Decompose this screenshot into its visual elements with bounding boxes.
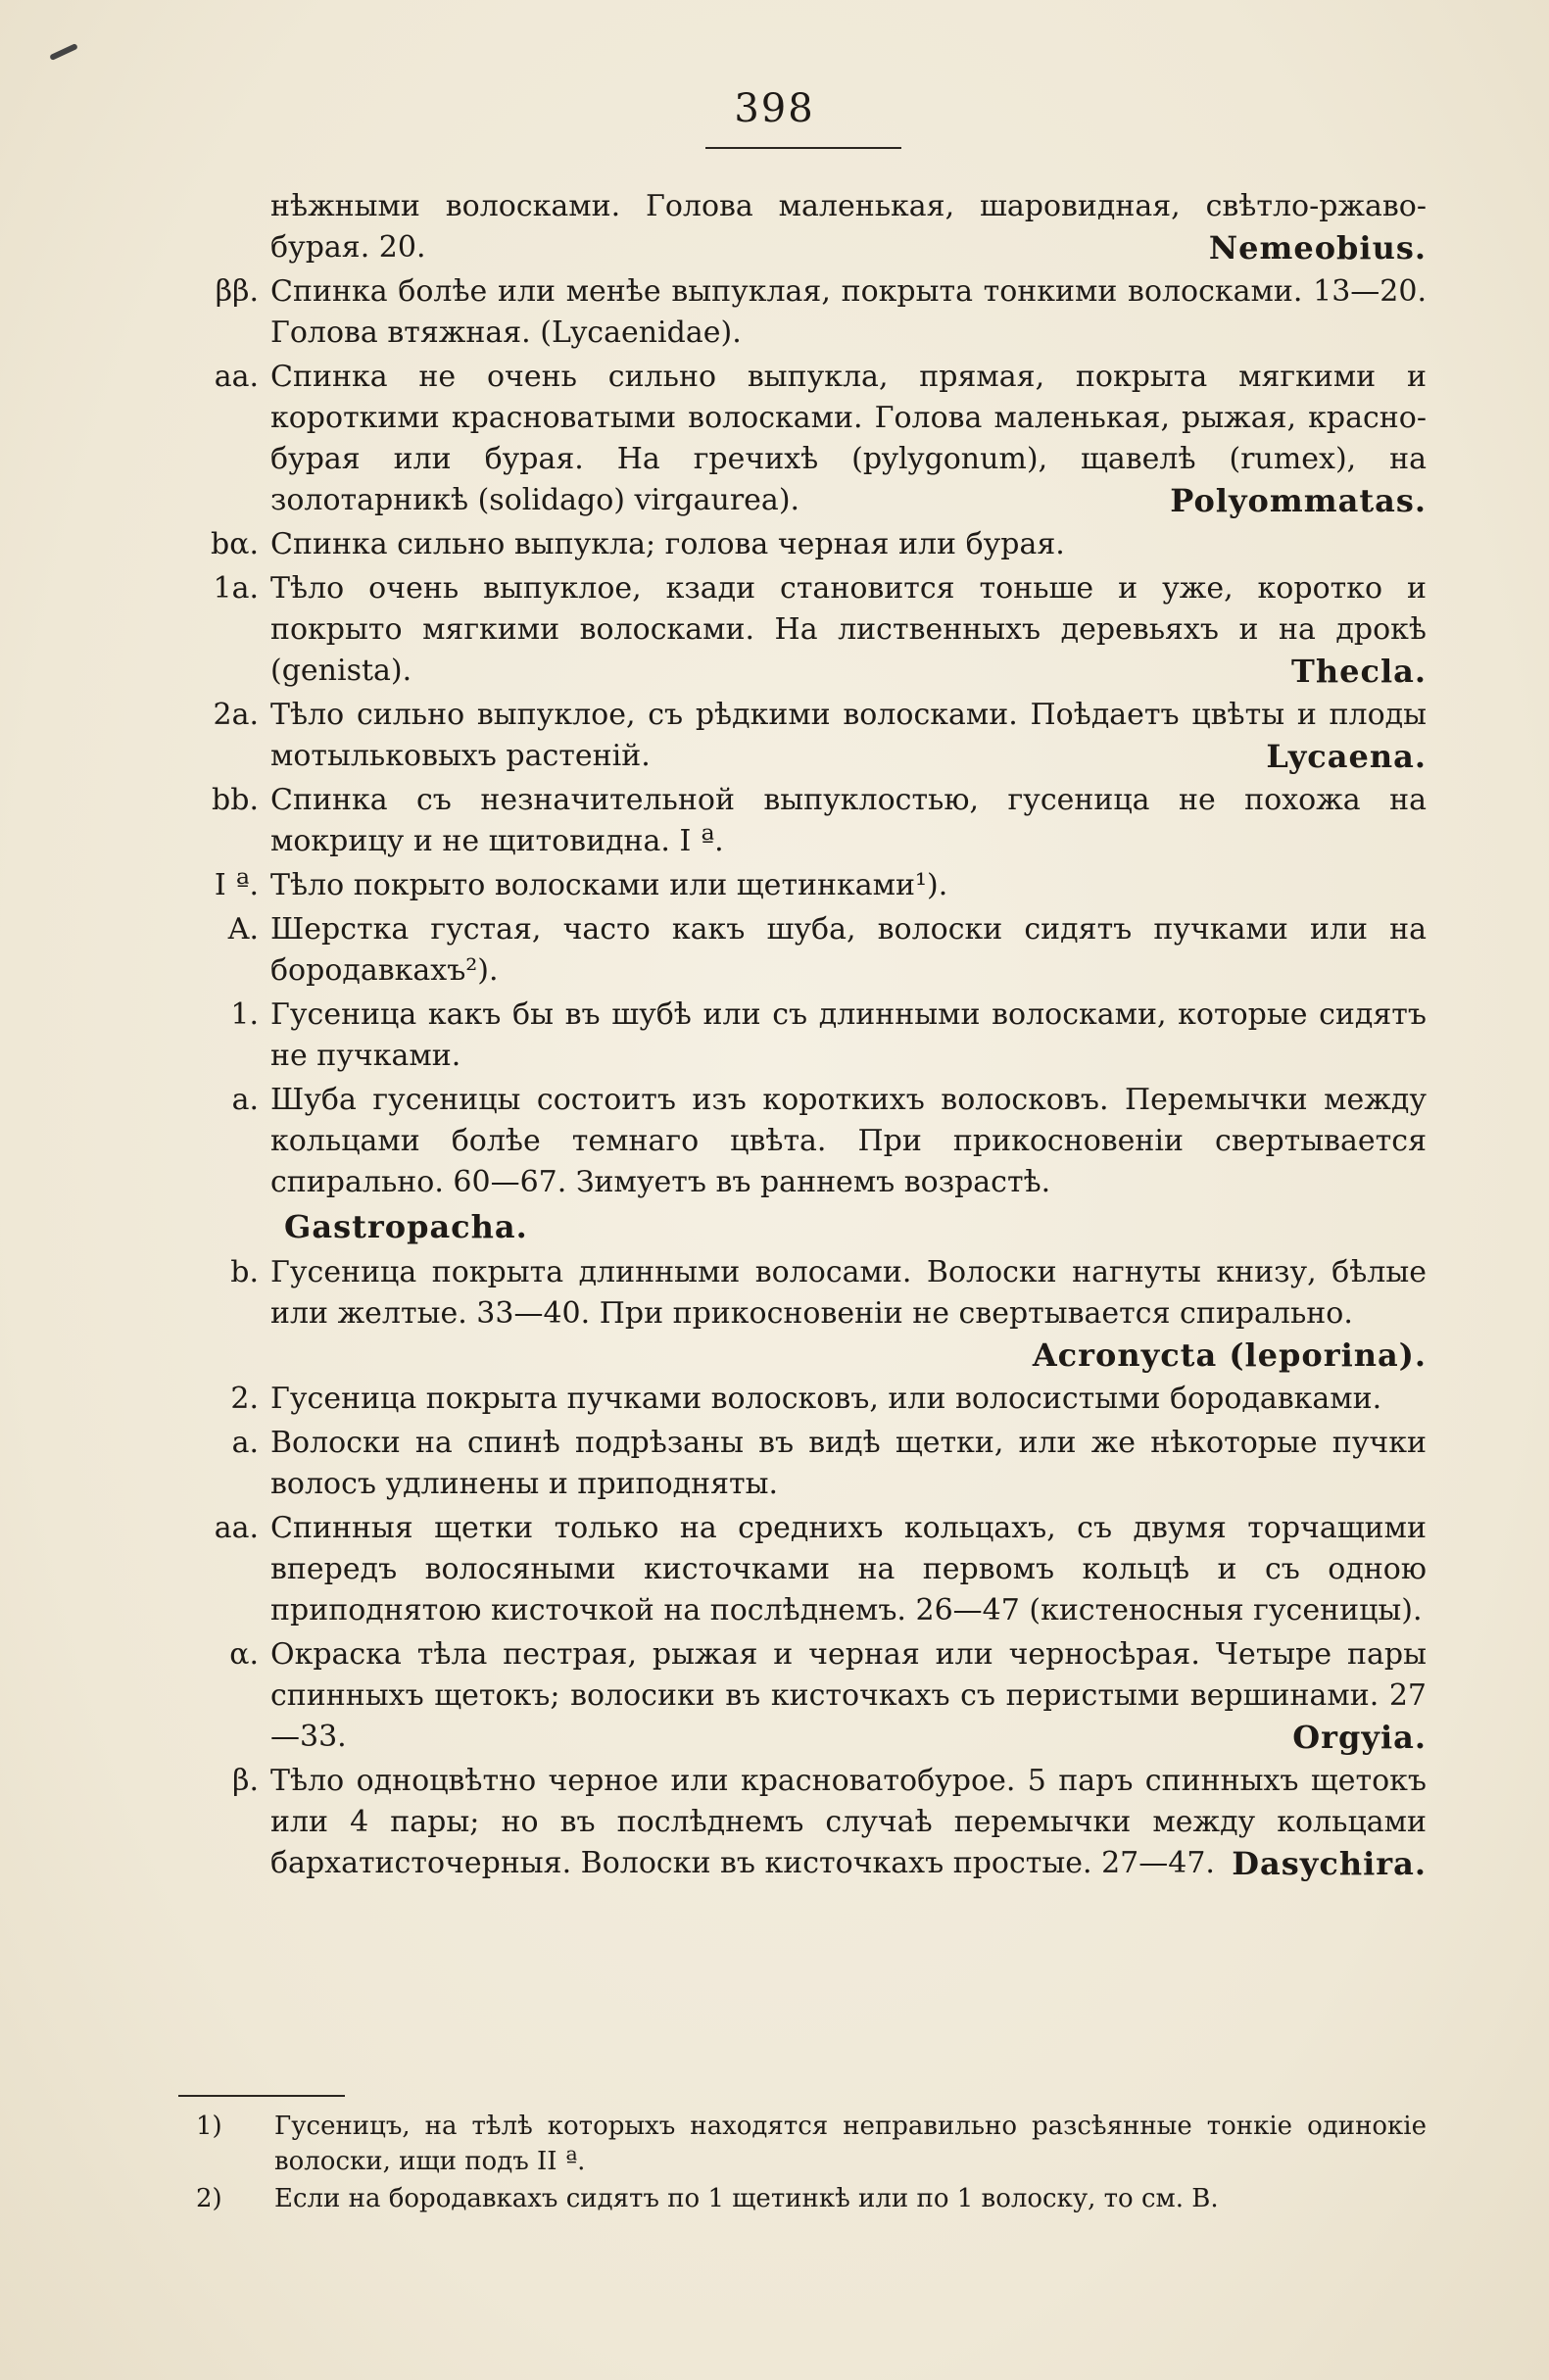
entry-marker: β. [232,1764,259,1798]
entry-text [270,780,1427,862]
footnote-text: Если на бородавкахъ сидятъ по 1 щетинкѣ или по 1 волоску, то см. B. [274,2184,1219,2213]
ink-mark [49,43,78,61]
key-entry [174,865,1427,906]
entry-marker: A. [227,912,259,947]
entry-description: Гусеница покрыта пучками волосковъ, или волосистыми бородавками. [270,1382,1382,1416]
entry-text [270,865,1427,906]
entry-description: Спинныя щетки только на среднихъ кольцахъ, съ двумя торчащими впередъ волосяными кисточками на первомъ кольцѣ и съ одною приподнятою кисточкой на послѣднемъ. 26—47 (кистеносныя гусеницы). [270,1511,1427,1627]
genus-name: Orgyia. [1292,1719,1427,1756]
genus-name: Dasychira. [1232,1845,1427,1882]
entry-description: Шерстка густая, часто какъ шуба, волоски сидятъ пучками или на бородавкахъ²). [270,912,1427,988]
entry-marker: b. [230,1255,259,1289]
entry-description: Спинка сильно выпукла; голова черная или бурая. [270,527,1065,561]
entry-text [270,695,1427,777]
key-entry [174,524,1427,565]
footnote-marker: 1) [196,2112,222,2141]
footnotes [196,2109,1427,2218]
genus-name: Gastropacha. [284,1208,528,1245]
entry-marker: bb. [212,783,259,817]
entry-description: Тѣло очень выпуклое, кзади становится тоньше и уже, коротко и покрыто мягкими волосками. На лиственныхъ деревьяхъ и на дрокѣ (genista). [270,571,1427,688]
entry-marker: a. [231,1083,259,1117]
entry-text [270,1761,1427,1884]
entry-marker: aa. [214,1511,259,1545]
footnote [196,2109,1427,2179]
entry-description: Спинка не очень сильно выпукла, прямая, покрыта мягкими и короткими красноватыми волосками. Голова маленькая, рыжая, красно-бурая или бурая. На гречихѣ (pylygonum), щавелѣ (rumex), на золотарникѣ (solidago) virgaurea). [270,360,1427,517]
entry-marker: α. [229,1637,259,1672]
header-rule [705,147,901,149]
entry-text [270,186,1427,268]
footnote [196,2181,1427,2216]
entry-text [270,1080,1427,1203]
key-entry [174,995,1427,1077]
key-entry [174,1423,1427,1505]
entry-text [270,1206,1427,1249]
entry-marker: aa. [214,360,259,394]
footnote-marker: 2) [196,2184,222,2213]
entry-description: Волоски на спинѣ подрѣзаны въ видѣ щетки, или же нѣкоторые пучки волосъ удлинены и приподняты. [270,1426,1427,1501]
entry-description: Шуба гусеницы состоитъ изъ короткихъ волосковъ. Перемычки между кольцами болѣе темнаго цвѣта. При прикосновеніи свертывается спирально. 60—67. Зимуетъ въ раннемъ возрастѣ. [270,1083,1427,1199]
genus-name: Nemeobius. [1208,229,1427,267]
entry-marker: a. [231,1426,259,1460]
entry-text [270,568,1427,692]
entry-marker: ββ. [215,274,259,309]
entry-marker: bα. [211,527,259,561]
entry-marker [174,186,270,268]
key-entry [174,909,1427,992]
genus-name: Lycaena. [1266,738,1427,775]
entry-description: нѣжными волосками. Голова маленькая, шаровидная, свѣтло-ржаво-бурая. 20. [270,189,1427,265]
entry-text [270,1508,1427,1631]
entry-description: Гусеница покрыта длинными волосами. Волоски нагнуты книзу, бѣлые или желтые. 33—40. При прикосновеніи не свертывается спирально. [270,1255,1427,1331]
entry-text [270,1252,1427,1376]
genus-name: Acronycta (leporina). [1032,1336,1427,1374]
key-entry [174,271,1427,354]
entry-description: Окраска тѣла пестрая, рыжая и черная или черносѣрая. Четыре пары спинныхъ щетокъ; волосики въ кисточкахъ съ перистыми вершинами. 27—33. [270,1637,1427,1754]
entry-text [270,909,1427,992]
entry-marker: 1. [230,997,259,1032]
key-entry [174,1508,1427,1631]
key-entry [174,186,1427,268]
footnote-rule [178,2095,345,2097]
entry-description: Тѣло одноцвѣтно черное или красноватобурое. 5 паръ спинныхъ щетокъ или 4 пары; но въ послѣднемъ случаѣ перемычки между кольцами бархатисточерныя. Волоски въ кисточкахъ простые. 27—47. [270,1764,1427,1880]
genus-name: Thecla. [1291,653,1427,690]
entry-text [270,357,1427,521]
key-entry [174,1379,1427,1420]
key-entries [174,186,1427,1887]
key-entry [174,780,1427,862]
entry-description: Спинка съ незначительной выпуклостью, гусеница не похожа на мокрицу и не щитовидна. I ª. [270,783,1427,858]
footnote-text: Гусеницъ, на тѣлѣ которыхъ находятся неправильно разсѣянные тонкіе одинокіе волоски, ищи подъ II ª. [274,2112,1427,2176]
entry-text [270,1379,1427,1420]
entry-marker [174,1206,270,1249]
entry-marker: 2. [230,1382,259,1416]
entry-marker: 2a. [213,698,259,732]
entry-description: Тѣло сильно выпуклое, съ рѣдкими волосками. Поѣдаетъ цвѣты и плоды мотыльковыхъ растеній. [270,698,1427,773]
key-entry [174,695,1427,777]
entry-description: Гусеница какъ бы въ шубѣ или съ длинными волосками, которые сидятъ не пучками. [270,997,1427,1073]
entry-description: Спинка болѣе или менѣе выпуклая, покрыта тонкими волосками. 13—20. Голова втяжная. (Lycaenidae). [270,274,1427,350]
page-number: 398 [734,86,815,131]
entry-text [270,995,1427,1077]
entry-text [270,271,1427,354]
entry-marker: 1a. [213,571,259,606]
entry-marker: I ª. [214,868,259,902]
entry-description: Тѣло покрыто волосками или щетинками¹). [270,868,948,902]
entry-text [270,1634,1427,1758]
entry-text [270,1423,1427,1505]
key-entry [174,1252,1427,1376]
key-entry [174,1634,1427,1758]
key-entry [174,1080,1427,1203]
entry-text [270,524,1427,565]
key-entry [174,357,1427,521]
key-entry [174,568,1427,692]
key-entry [174,1206,1427,1249]
key-entry [174,1761,1427,1884]
genus-name: Polyommatas. [1170,482,1427,519]
